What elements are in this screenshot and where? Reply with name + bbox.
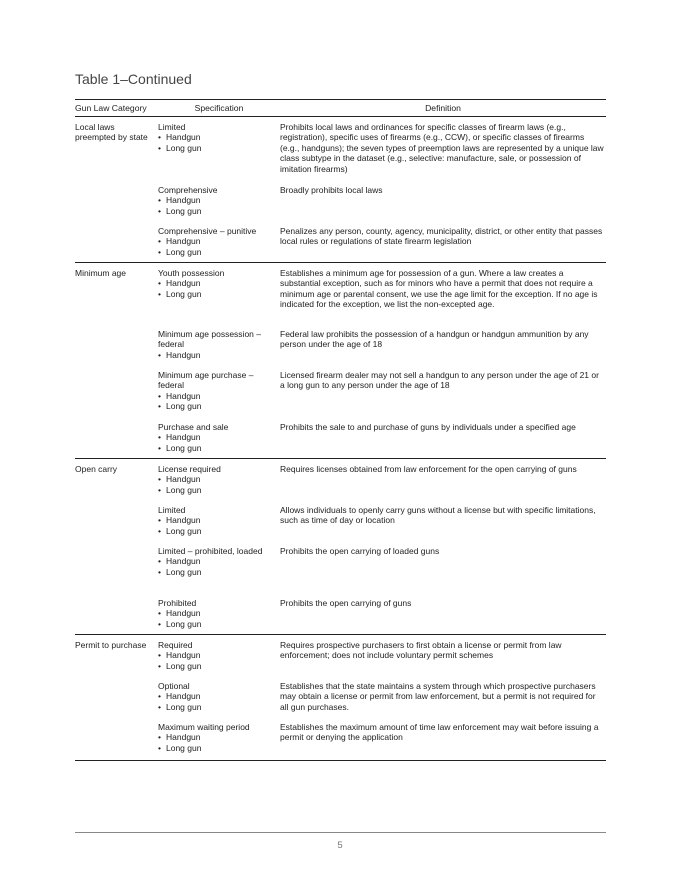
gun-type-item: • Long gun <box>158 619 276 629</box>
table-group <box>75 117 606 263</box>
gun-type-item: • Long gun <box>158 526 276 536</box>
definition-cell: Establishes a minimum age for possession of a gun. Where a law creates a substantial exception, such as for minors who have a permit that does not require a minimum age or parental consent, we use the age limit for the exception. If no age is indicated for the exception, we list the non-excepted age. <box>280 268 598 310</box>
definition-cell: Requires licenses obtained from law enforcement for the open carrying of guns <box>280 464 577 474</box>
table-row <box>158 122 606 185</box>
table-row <box>158 185 606 226</box>
gun-type-item: • Handgun <box>158 278 276 288</box>
gun-type-list <box>158 515 276 536</box>
category-cell: Minimum age <box>75 268 127 278</box>
gun-type-list <box>158 556 276 577</box>
specification-cell <box>158 329 280 370</box>
specification-label: License required <box>158 464 221 474</box>
gun-type-item: • Handgun <box>158 132 276 142</box>
definition-cell: Requires prospective purchasers to first obtain a license or permit from law enforcement; does not include voluntary permit schemes <box>280 640 562 661</box>
definition-cell: Establishes that the state maintains a system through which prospective purchasers may obtain a license or permit from law enforcement, but a permit is not required for all gun purchases. <box>280 681 596 712</box>
category-cell: Permit to purchase <box>75 640 147 650</box>
gun-type-list <box>158 236 276 257</box>
definition-cell: Broadly prohibits local laws <box>280 185 383 195</box>
gun-type-item: • Handgun <box>158 650 276 660</box>
gun-type-item: • Handgun <box>158 236 276 246</box>
page-number: 5 <box>337 840 343 851</box>
table-group <box>75 263 606 459</box>
gun-type-list <box>158 132 276 153</box>
table-group <box>75 635 606 761</box>
gun-type-item: • Long gun <box>158 485 276 495</box>
table-row <box>158 681 606 722</box>
gun-type-item: • Handgun <box>158 350 276 360</box>
definition-cell: Licensed firearm dealer may not sell a handgun to any person under the age of 21 or a long gun to any person under the age of 18 <box>280 370 599 391</box>
gun-type-item: • Long gun <box>158 401 276 411</box>
gun-type-item: • Handgun <box>158 732 276 742</box>
gun-type-list <box>158 650 276 671</box>
category-cell: Open carry <box>75 464 118 474</box>
definition-cell: Allows individuals to openly carry guns without a license but with specific limitations, such as time of day or location <box>280 505 596 526</box>
specification-label: Purchase and sale <box>158 422 229 432</box>
header-definition: Definition <box>425 102 461 113</box>
table-title: Table 1–Continued <box>75 71 192 87</box>
specification-label: Youth possession <box>158 268 225 278</box>
gun-type-list <box>158 391 276 412</box>
gun-type-item: • Long gun <box>158 206 276 216</box>
gun-type-list <box>158 474 276 495</box>
table-row <box>158 598 606 634</box>
gun-type-list <box>158 278 276 299</box>
specification-label: Prohibited <box>158 598 197 608</box>
specification-label: Maximum waiting period <box>158 722 250 732</box>
gun-type-list <box>158 195 276 216</box>
gun-type-item: • Long gun <box>158 661 276 671</box>
gun-type-list <box>158 691 276 712</box>
gun-type-item: • Handgun <box>158 556 276 566</box>
specification-cell <box>158 185 280 226</box>
footer-divider <box>75 832 606 833</box>
table-group <box>75 459 606 635</box>
category-cell: Local laws preempted by state <box>75 122 148 143</box>
specification-label: Minimum age purchase – federal <box>158 370 254 391</box>
specification-cell <box>158 226 280 262</box>
specification-cell <box>158 422 280 458</box>
specification-cell <box>158 505 280 546</box>
table-row <box>158 640 606 681</box>
header-category: Gun Law Category <box>75 102 147 113</box>
specification-cell <box>158 546 280 598</box>
group-rows <box>158 122 606 262</box>
gun-type-item: • Long gun <box>158 567 276 577</box>
table-body <box>75 117 606 761</box>
specification-cell <box>158 268 280 329</box>
gun-type-item: • Handgun <box>158 691 276 701</box>
specification-cell <box>158 722 280 760</box>
table-row <box>158 329 606 370</box>
specification-cell <box>158 598 280 634</box>
gun-type-item: • Handgun <box>158 432 276 442</box>
gun-type-item: • Handgun <box>158 391 276 401</box>
definition-cell: Establishes the maximum amount of time law enforcement may wait before issuing a permit or denying the application <box>280 722 599 743</box>
specification-cell <box>158 640 280 681</box>
gun-type-item: • Long gun <box>158 743 276 753</box>
table-row <box>158 505 606 546</box>
gun-type-item: • Handgun <box>158 474 276 484</box>
table-row <box>158 226 606 262</box>
definition-cell: Prohibits the open carrying of loaded guns <box>280 546 440 556</box>
group-rows <box>158 464 606 634</box>
table-row <box>158 546 606 598</box>
specification-label: Comprehensive – punitive <box>158 226 257 236</box>
gun-law-table <box>75 99 606 761</box>
gun-type-item: • Handgun <box>158 608 276 618</box>
group-rows <box>158 640 606 760</box>
gun-type-list <box>158 732 276 753</box>
table-row <box>158 422 606 458</box>
definition-cell: Prohibits the open carrying of guns <box>280 598 412 608</box>
table-row <box>158 268 606 329</box>
specification-label: Limited <box>158 122 186 132</box>
specification-cell <box>158 122 280 185</box>
group-rows <box>158 268 606 458</box>
table-row <box>158 464 606 505</box>
table-header <box>75 100 606 117</box>
specification-cell <box>158 370 280 422</box>
specification-label: Minimum age possession – federal <box>158 329 261 350</box>
gun-type-item: • Long gun <box>158 247 276 257</box>
specification-label: Optional <box>158 681 190 691</box>
specification-label: Limited – prohibited, loaded <box>158 546 263 556</box>
gun-type-list <box>158 608 276 629</box>
definition-cell: Federal law prohibits the possession of a handgun or handgun ammunition by any person under the age of 18 <box>280 329 589 350</box>
definition-cell: Prohibits the sale to and purchase of guns by individuals under a specified age <box>280 422 576 432</box>
specification-cell <box>158 681 280 722</box>
gun-type-item: • Long gun <box>158 289 276 299</box>
gun-type-item: • Long gun <box>158 702 276 712</box>
gun-type-item: • Long gun <box>158 143 276 153</box>
specification-label: Required <box>158 640 193 650</box>
gun-type-list <box>158 432 276 453</box>
definition-cell: Penalizes any person, county, agency, municipality, district, or other entity that passes local rules or regulations of state firearm legislation <box>280 226 603 247</box>
gun-type-item: • Handgun <box>158 515 276 525</box>
table-row <box>158 370 606 422</box>
gun-type-item: • Long gun <box>158 443 276 453</box>
specification-cell <box>158 464 280 505</box>
gun-type-item: • Handgun <box>158 195 276 205</box>
specification-label: Limited <box>158 505 186 515</box>
gun-type-list <box>158 350 276 360</box>
specification-label: Comprehensive <box>158 185 218 195</box>
table-row <box>158 722 606 760</box>
header-specification: Specification <box>194 102 244 113</box>
definition-cell: Prohibits local laws and ordinances for specific classes of firearm laws (e.g., registration), specific uses of firearms (e.g., CCW), or specific classes of firearms (e.g., handguns); the seven types of preemption laws are represented by a unique law class subtype in the dataset (e.g., selective: manufacture, sale, or possession of imitation firearms) <box>280 122 604 174</box>
